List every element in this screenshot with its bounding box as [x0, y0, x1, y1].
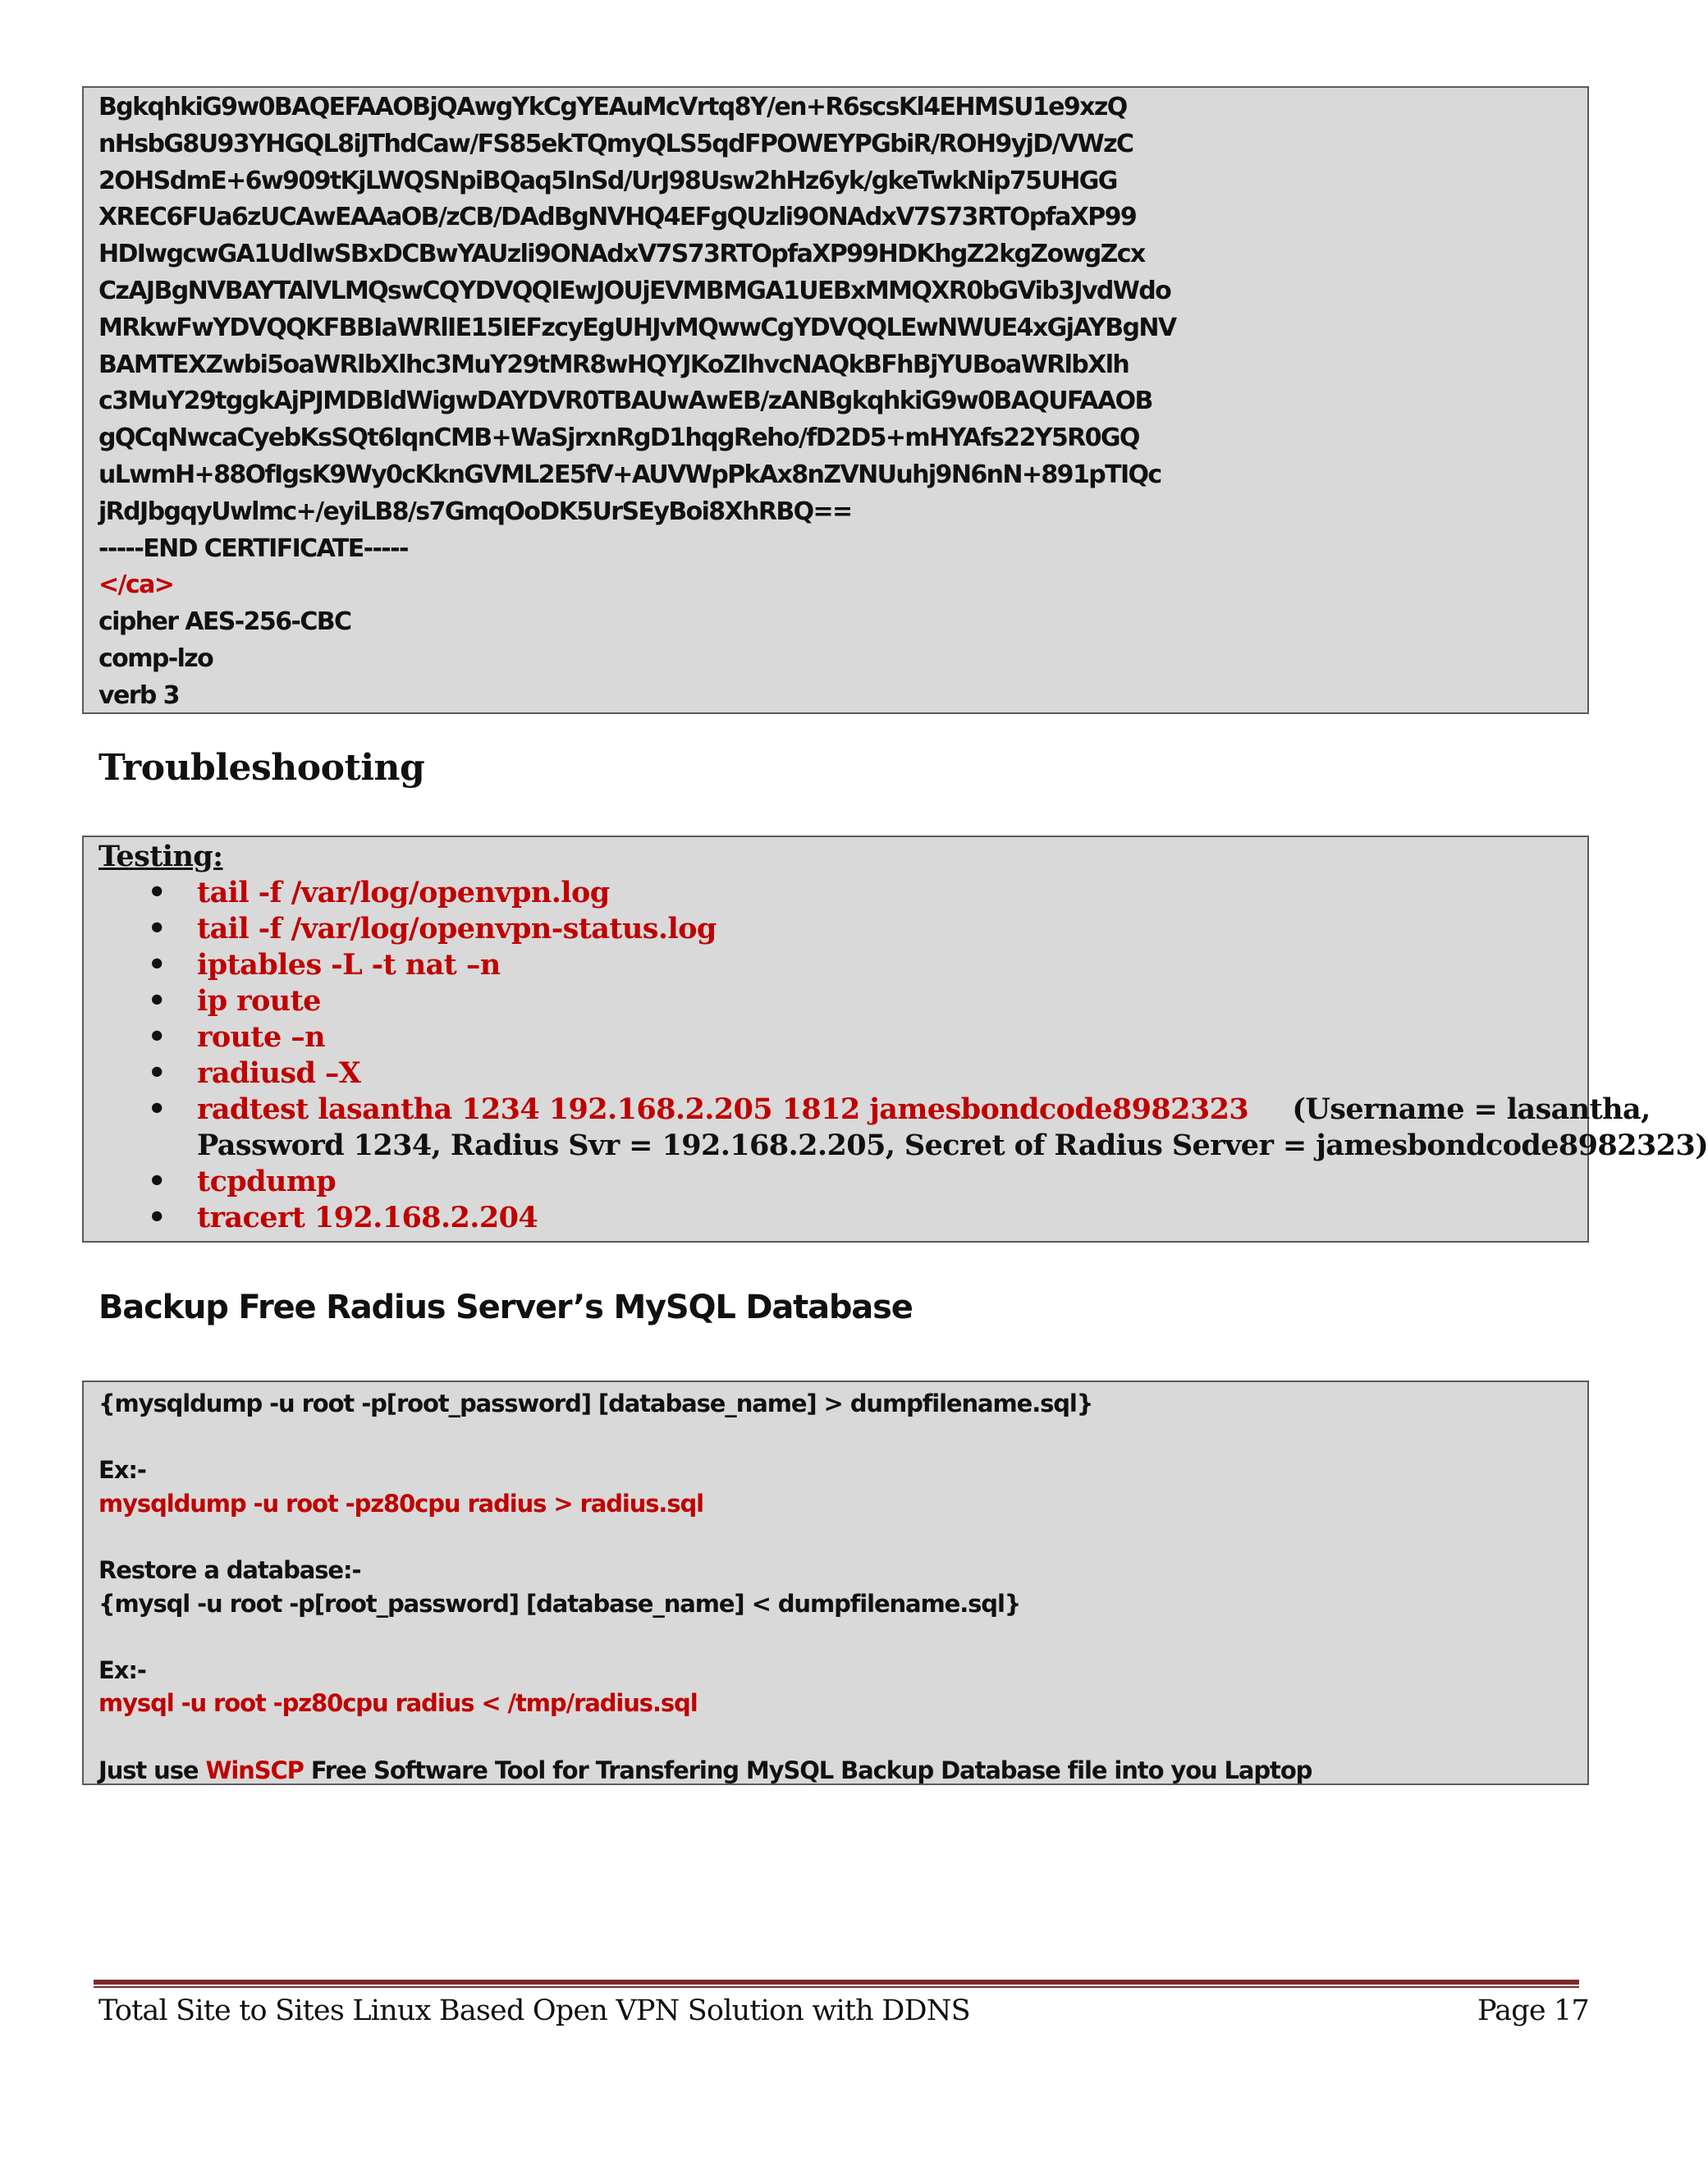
cert-line: CzAJBgNVBAYTAlVLMQswCQYDVQQIEwJOUjEVMBMGA1UEBxMMQXR0bGVib3JvdWdo	[98, 276, 1171, 305]
list-item	[98, 1164, 1587, 1200]
cert-line: MRkwFwYDVQQKFBBIaWRlIE15IEFzcyEgUHJvMQwwCgYDVQQLEwNWUE4xGjAYBgNV	[98, 313, 1176, 342]
cert-end-line: -----END CERTIFICATE-----	[98, 533, 408, 563]
bullet-icon: •	[148, 877, 166, 909]
cert-line: jRdJbgqyUwlmc+/eyiLB8/s7GmqOoDK5UrSEyBoi8XhRBQ==	[98, 497, 852, 526]
command-text: tail -f /var/log/openvpn-status.log	[197, 912, 717, 946]
page-number: Page 17	[1477, 1994, 1589, 2027]
footer-rule	[94, 1980, 1579, 1988]
radtest-note: (Username = lasantha,	[1292, 1092, 1651, 1126]
restore-label: Restore a database:-	[98, 1555, 361, 1584]
testing-box	[82, 836, 1708, 1243]
testing-label: Testing:	[98, 840, 223, 873]
bullet-icon: •	[148, 1093, 166, 1126]
bullet-icon: •	[148, 913, 166, 946]
cert-line: uLwmH+88OfIgsK9Wy0cKknGVML2E5fV+AUVWpPkAx8nZVNUuhj9N6nN+891pTIQc	[98, 460, 1161, 489]
troubleshooting-heading: Troubleshooting	[98, 747, 425, 789]
bullet-icon: •	[148, 1202, 166, 1234]
command-text: radiusd –X	[197, 1056, 361, 1090]
cert-line: HDIwgcwGA1UdIwSBxDCBwYAUzli9ONAdxV7S73RTOpfaXP99HDKhgZ2kgZowgZcx	[98, 240, 1145, 269]
list-item	[98, 1055, 1587, 1092]
cert-line: gQCqNwcaCyebKsSQt6IqnCMB+WaSjrxnRgD1hqgReho/fD2D5+mHYAfs22Y5R0GQ	[98, 424, 1139, 453]
bullet-icon: •	[148, 1057, 166, 1090]
restore-syntax: {mysql -u root -p[root_password] [database_name] < dumpfilename.sql}	[98, 1589, 1021, 1618]
ca-close-tag: </ca>	[98, 570, 174, 600]
command-text: ip route	[197, 984, 321, 1018]
command-text: iptables -L -t nat –n	[197, 948, 501, 982]
list-item	[98, 947, 1587, 983]
radtest-command: radtest lasantha 1234 192.168.2.205 1812 jamesbondcode8982323	[197, 1092, 1249, 1126]
backup-instructions-box	[82, 1381, 1589, 1785]
cert-line: 2OHSdmE+6w909tKjLWQSNpiBQaq5InSd/UrJ98Usw2hHz6yk/gkeTwkNip75UHGG	[98, 166, 1117, 195]
blank-line	[98, 1720, 1587, 1754]
config-line-verb: verb 3	[98, 680, 179, 710]
list-item	[98, 983, 1587, 1019]
footer-title: Total Site to Sites Linux Based Open VPN Solution with DDNS	[98, 1994, 970, 2027]
example-label: Ex:-	[98, 1655, 146, 1684]
bullet-icon: •	[148, 1165, 166, 1198]
blank-line	[98, 1520, 1587, 1554]
radtest-note-continued: Password 1234, Radius Svr = 192.168.2.205, Secret of Radius Server = jamesbondcode8982323)	[197, 1129, 1708, 1162]
dump-syntax: {mysqldump -u root -p[root_password] [database_name] > dumpfilename.sql}	[98, 1390, 1093, 1417]
bullet-icon: •	[148, 1021, 166, 1054]
config-line-cipher: cipher AES-256-CBC	[98, 607, 351, 637]
testing-command-list	[98, 875, 1708, 1236]
winscp-suffix: Free Software Tool for Transfering MySQL Backup Database file into you Laptop	[303, 1756, 1312, 1784]
list-item-radtest	[98, 1092, 1708, 1164]
cert-line: BAMTEXZwbi5oaWRlbXlhc3MuY29tMR8wHQYJKoZIhvcNAQkBFhBjYUBoaWRlbXlh	[98, 350, 1129, 379]
list-item	[98, 875, 1587, 911]
cert-line: nHsbG8U93YHGQL8iJThdCaw/FS85ekTQmyQLS5qdFPOWEYPGbiR/ROH9yjD/VWzC	[98, 129, 1133, 158]
cert-line: XREC6FUa6zUCAwEAAaOB/zCB/DAdBgNVHQ4EFgQUzli9ONAdxV7S73RTOpfaXP99	[98, 203, 1137, 232]
blank-line	[98, 1620, 1587, 1654]
backup-heading: Backup Free Radius Server’s MySQL Database	[98, 1289, 913, 1326]
cert-line: BgkqhkiG9w0BAQEFAAOBjQAwgYkCgYEAuMcVrtq8Y/en+R6scsKl4EHMSU1e9xzQ	[98, 93, 1127, 121]
bullet-icon: •	[148, 949, 166, 982]
restore-example: mysql -u root -pz80cpu radius < /tmp/radius.sql	[98, 1689, 698, 1718]
config-line-comp: comp-lzo	[98, 643, 213, 673]
list-item	[98, 1200, 1587, 1236]
certificate-config-box	[82, 86, 1589, 714]
example-label: Ex:-	[98, 1456, 146, 1485]
dump-example: mysqldump -u root -pz80cpu radius > radius.sql	[98, 1489, 703, 1518]
command-text: tail -f /var/log/openvpn.log	[197, 876, 610, 909]
winscp-name: WinSCP	[205, 1756, 304, 1784]
command-text: tcpdump	[197, 1165, 337, 1198]
command-text: route –n	[197, 1020, 325, 1054]
list-item	[98, 911, 1587, 947]
list-item	[98, 1019, 1587, 1055]
winscp-note	[98, 1754, 1587, 1788]
blank-line	[98, 1421, 1587, 1454]
bullet-icon: •	[148, 985, 166, 1018]
winscp-prefix: Just use	[98, 1756, 206, 1784]
command-text: tracert 192.168.2.204	[197, 1201, 538, 1234]
cert-line: c3MuY29tggkAjPJMDBldWigwDAYDVR0TBAUwAwEB/zANBgkqhkiG9w0BAQUFAAOB	[98, 387, 1152, 416]
